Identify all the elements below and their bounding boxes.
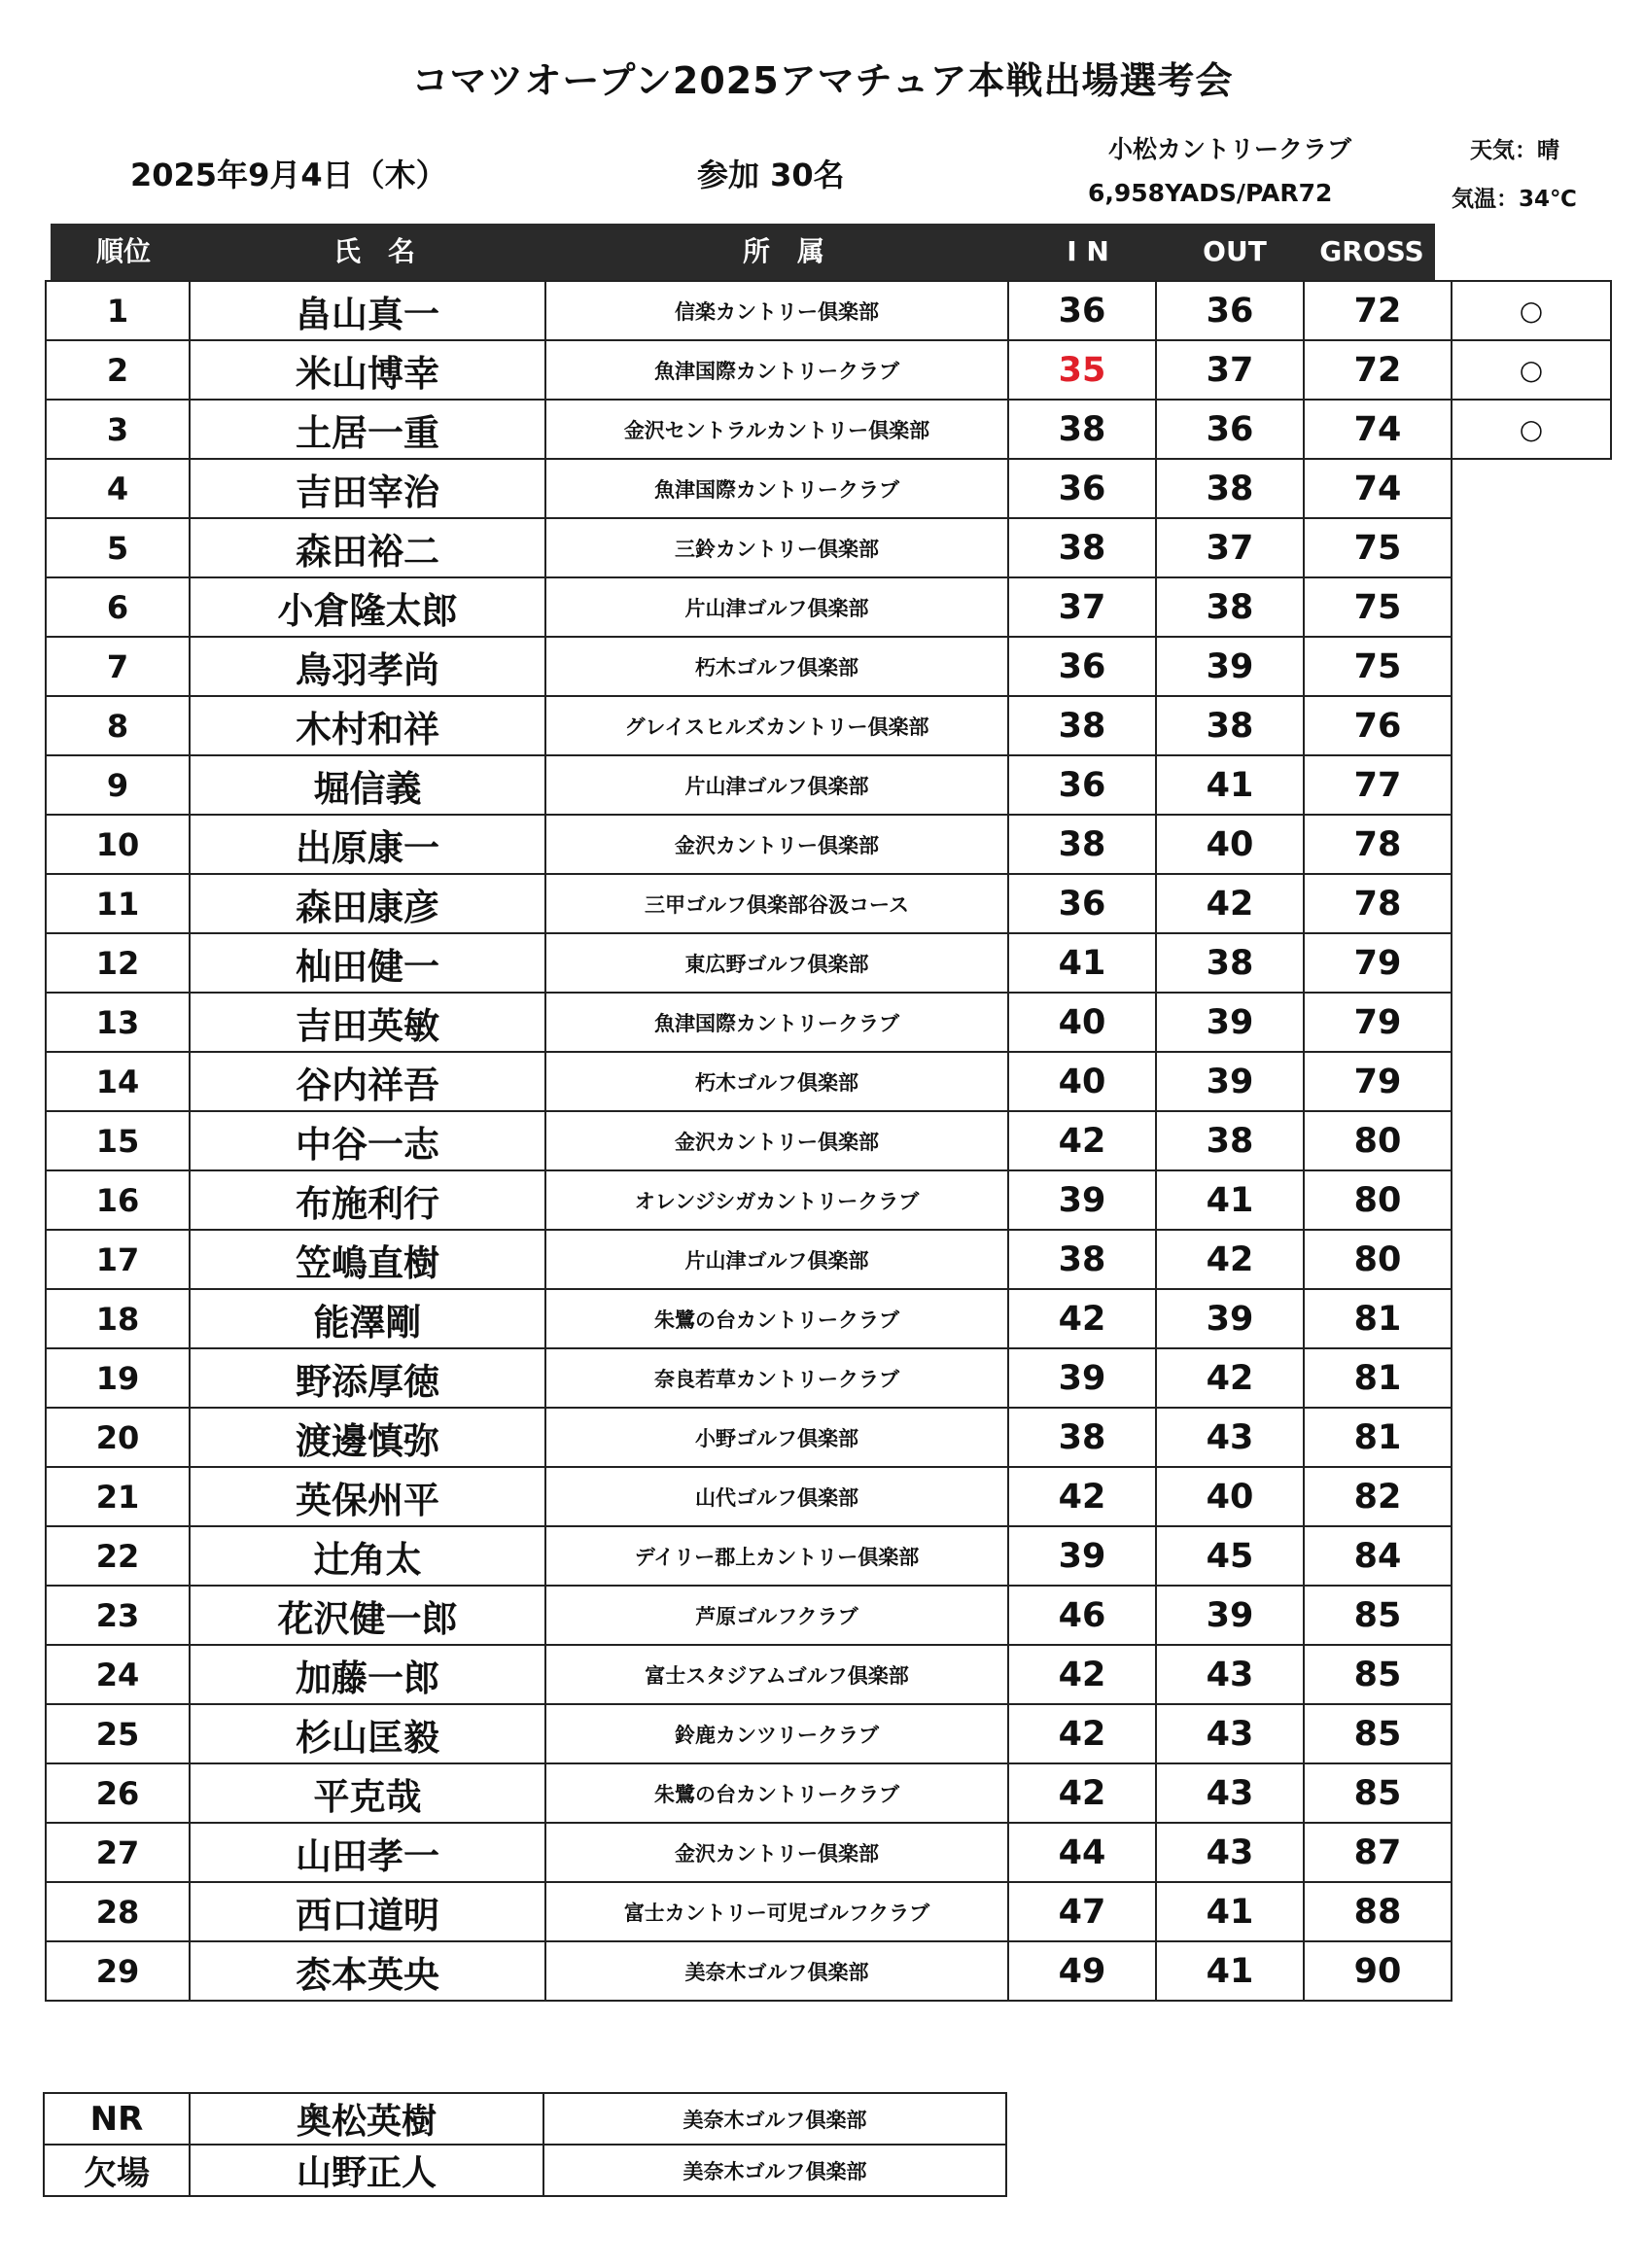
rank-cell: 9 (46, 755, 190, 815)
gross-score-cell: 87 (1304, 1823, 1452, 1882)
out-score-cell: 38 (1156, 1111, 1304, 1170)
table-row (46, 518, 1611, 577)
table-row (46, 1348, 1611, 1408)
club-cell: 東広野ゴルフ倶楽部 (545, 933, 1008, 993)
club-cell: 魚津国際カントリークラブ (545, 993, 1008, 1052)
player-name-cell: 森田康彦 (190, 874, 545, 933)
rank-cell: 25 (46, 1704, 190, 1763)
club-cell: 片山津ゴルフ倶楽部 (545, 755, 1008, 815)
out-score-cell: 45 (1156, 1526, 1304, 1586)
out-score-cell: 36 (1156, 400, 1304, 459)
table-row (46, 1526, 1611, 1586)
gross-score-cell: 75 (1304, 518, 1452, 577)
club-cell: 富士カントリー可児ゴルフクラブ (545, 1882, 1008, 1941)
gross-score-cell: 75 (1304, 577, 1452, 637)
gross-score-cell: 85 (1304, 1586, 1452, 1645)
out-score-cell: 42 (1156, 1348, 1304, 1408)
rank-cell: 23 (46, 1586, 190, 1645)
qualified-mark-cell (1452, 755, 1611, 815)
qualified-mark-cell (1452, 1526, 1611, 1586)
qualified-mark-cell (1452, 1823, 1611, 1882)
in-score-cell: 38 (1008, 400, 1156, 459)
qualified-mark-cell (1452, 1645, 1611, 1704)
rank-cell: 26 (46, 1763, 190, 1823)
player-name-cell: 加藤一郎 (190, 1645, 545, 1704)
gross-score-cell: 80 (1304, 1230, 1452, 1289)
gross-score-cell: 81 (1304, 1348, 1452, 1408)
gross-score-cell: 85 (1304, 1704, 1452, 1763)
table-row (46, 1941, 1611, 2001)
table-row (46, 993, 1611, 1052)
qualified-mark-cell (1452, 815, 1611, 874)
table-row (46, 1882, 1611, 1941)
rank-cell: 12 (46, 933, 190, 993)
in-score-cell: 36 (1008, 459, 1156, 518)
player-name-cell: 平克哉 (190, 1763, 545, 1823)
player-name-cell: 木村和祥 (190, 696, 545, 755)
out-score-cell: 39 (1156, 1052, 1304, 1111)
course-name: 小松カントリークラブ (1108, 135, 1352, 163)
rank-cell: 27 (46, 1823, 190, 1882)
table-row (46, 459, 1611, 518)
out-score-cell: 36 (1156, 281, 1304, 340)
player-name-cell: 西口道明 (190, 1882, 545, 1941)
player-name-cell: 鳥羽孝尚 (190, 637, 545, 696)
out-score-cell: 41 (1156, 1882, 1304, 1941)
column-header-gross: GROSS (1319, 235, 1424, 267)
player-name-cell: 杉山匡毅 (190, 1704, 545, 1763)
club-cell: オレンジシガカントリークラブ (545, 1170, 1008, 1230)
rank-cell: 6 (46, 577, 190, 637)
table-row (44, 2093, 1006, 2145)
player-name-cell: 堀信義 (190, 755, 545, 815)
gross-score-cell: 84 (1304, 1526, 1452, 1586)
rank-cell: 15 (46, 1111, 190, 1170)
gross-score-cell: 79 (1304, 1052, 1452, 1111)
player-name-cell: 笠嶋直樹 (190, 1230, 545, 1289)
in-score-cell: 38 (1008, 815, 1156, 874)
player-name-cell: 山田孝一 (190, 1823, 545, 1882)
player-name-cell: 花沢健一郎 (190, 1586, 545, 1645)
club-cell: 山代ゴルフ倶楽部 (545, 1467, 1008, 1526)
gross-score-cell: 81 (1304, 1289, 1452, 1348)
player-name-cell: 中谷一志 (190, 1111, 545, 1170)
gross-score-cell: 79 (1304, 993, 1452, 1052)
club-cell: 奈良若草カントリークラブ (545, 1348, 1008, 1408)
gross-score-cell: 90 (1304, 1941, 1452, 2001)
out-score-cell: 37 (1156, 518, 1304, 577)
table-row (46, 815, 1611, 874)
in-score-cell: 38 (1008, 518, 1156, 577)
column-header-name: 氏 名 (332, 235, 415, 267)
out-score-cell: 43 (1156, 1763, 1304, 1823)
out-score-cell: 41 (1156, 755, 1304, 815)
out-score-cell: 39 (1156, 1289, 1304, 1348)
club-cell: 魚津国際カントリークラブ (545, 340, 1008, 400)
weather-info: 天気：晴 (1470, 138, 1559, 163)
gross-score-cell: 78 (1304, 874, 1452, 933)
gross-score-cell: 78 (1304, 815, 1452, 874)
gross-score-cell: 85 (1304, 1645, 1452, 1704)
gross-score-cell: 88 (1304, 1882, 1452, 1941)
table-row (46, 1704, 1611, 1763)
rank-cell: 22 (46, 1526, 190, 1586)
qualified-mark-cell (1452, 1348, 1611, 1408)
gross-score-cell: 79 (1304, 933, 1452, 993)
in-score-cell: 39 (1008, 1526, 1156, 1586)
out-score-cell: 39 (1156, 637, 1304, 696)
rank-cell: 13 (46, 993, 190, 1052)
rank-cell: 3 (46, 400, 190, 459)
in-score-cell: 40 (1008, 1052, 1156, 1111)
rank-cell: 19 (46, 1348, 190, 1408)
document-title: コマツオープン2025アマチュア本戦出場選考会 (411, 59, 1234, 102)
club-cell: 三甲ゴルフ倶楽部谷汲コース (545, 874, 1008, 933)
club-cell: 金沢カントリー倶楽部 (545, 815, 1008, 874)
out-score-cell: 43 (1156, 1645, 1304, 1704)
in-score-cell: 44 (1008, 1823, 1156, 1882)
player-name-cell: 野添厚徳 (190, 1348, 545, 1408)
player-name-cell: 畠山真一 (190, 281, 545, 340)
in-score-cell: 36 (1008, 637, 1156, 696)
qualified-mark-cell (1452, 1882, 1611, 1941)
player-name-cell: 出原康一 (190, 815, 545, 874)
club-cell: 朽木ゴルフ倶楽部 (545, 1052, 1008, 1111)
out-score-cell: 43 (1156, 1408, 1304, 1467)
table-row (46, 1586, 1611, 1645)
player-name-cell: 英保州平 (190, 1467, 545, 1526)
in-score-cell: 42 (1008, 1704, 1156, 1763)
rank-cell: 7 (46, 637, 190, 696)
qualified-mark-cell: ○ (1452, 281, 1611, 340)
column-header-in: I N (1067, 235, 1109, 267)
table-row (46, 1408, 1611, 1467)
out-score-cell: 40 (1156, 815, 1304, 874)
club-cell: 金沢カントリー倶楽部 (545, 1111, 1008, 1170)
gross-score-cell: 80 (1304, 1111, 1452, 1170)
club-cell: 三鈴カントリー倶楽部 (545, 518, 1008, 577)
temperature-info: 気温：34℃ (1452, 187, 1577, 212)
rank-cell: 2 (46, 340, 190, 400)
table-row (44, 2145, 1006, 2196)
gross-score-cell: 81 (1304, 1408, 1452, 1467)
rank-cell: 1 (46, 281, 190, 340)
rank-cell: 14 (46, 1052, 190, 1111)
status-cell: NR (44, 2093, 190, 2145)
qualified-mark-cell: ○ (1452, 340, 1611, 400)
in-score-cell: 36 (1008, 755, 1156, 815)
rank-cell: 10 (46, 815, 190, 874)
in-score-cell: 42 (1008, 1289, 1156, 1348)
player-name-cell: 米山博幸 (190, 340, 545, 400)
club-cell: 片山津ゴルフ倶楽部 (545, 577, 1008, 637)
in-score-cell: 42 (1008, 1111, 1156, 1170)
qualified-mark-cell (1452, 1111, 1611, 1170)
player-name-cell: 布施利行 (190, 1170, 545, 1230)
in-score-cell: 42 (1008, 1467, 1156, 1526)
table-row (46, 696, 1611, 755)
in-score-cell: 40 (1008, 993, 1156, 1052)
rank-cell: 11 (46, 874, 190, 933)
rank-cell: 29 (46, 1941, 190, 2001)
out-score-cell: 37 (1156, 340, 1304, 400)
player-name-cell: 辻角太 (190, 1526, 545, 1586)
qualified-mark-cell (1452, 637, 1611, 696)
player-name-cell: 吉田英敏 (190, 993, 545, 1052)
rank-cell: 24 (46, 1645, 190, 1704)
club-cell: 芦原ゴルフクラブ (545, 1586, 1008, 1645)
table-row (46, 400, 1611, 459)
qualified-mark-cell (1452, 459, 1611, 518)
out-score-cell: 39 (1156, 993, 1304, 1052)
rank-cell: 28 (46, 1882, 190, 1941)
in-score-cell: 42 (1008, 1645, 1156, 1704)
gross-score-cell: 76 (1304, 696, 1452, 755)
club-cell: グレイスヒルズカントリー倶楽部 (545, 696, 1008, 755)
club-cell: 美奈木ゴルフ倶楽部 (545, 1941, 1008, 2001)
club-cell: 金沢セントラルカントリー倶楽部 (545, 400, 1008, 459)
in-score-cell: 41 (1008, 933, 1156, 993)
in-score-cell: 36 (1008, 874, 1156, 933)
in-score-cell: 39 (1008, 1348, 1156, 1408)
player-name-cell: 森田裕二 (190, 518, 545, 577)
out-score-cell: 38 (1156, 933, 1304, 993)
rank-cell: 4 (46, 459, 190, 518)
table-row (46, 1823, 1611, 1882)
non-ranked-table (43, 2092, 1007, 2197)
club-cell: 片山津ゴルフ倶楽部 (545, 1230, 1008, 1289)
club-cell: 小野ゴルフ倶楽部 (545, 1408, 1008, 1467)
club-cell: 美奈木ゴルフ倶楽部 (543, 2093, 1006, 2145)
out-score-cell: 42 (1156, 874, 1304, 933)
table-row (46, 1645, 1611, 1704)
player-name-cell: 能澤剛 (190, 1289, 545, 1348)
qualified-mark-cell (1452, 1704, 1611, 1763)
qualified-mark-cell (1452, 518, 1611, 577)
qualified-mark-cell (1452, 1408, 1611, 1467)
club-cell: 魚津国際カントリークラブ (545, 459, 1008, 518)
table-row (46, 1763, 1611, 1823)
table-row (46, 1467, 1611, 1526)
qualified-mark-cell (1452, 933, 1611, 993)
participant-count: 参加 30名 (697, 157, 845, 193)
table-row (46, 874, 1611, 933)
in-score-cell: 35 (1008, 340, 1156, 400)
out-score-cell: 42 (1156, 1230, 1304, 1289)
player-name-cell: 小倉隆太郎 (190, 577, 545, 637)
in-score-cell: 38 (1008, 1408, 1156, 1467)
player-name-cell: 杣田健一 (190, 933, 545, 993)
club-cell: 金沢カントリー倶楽部 (545, 1823, 1008, 1882)
out-score-cell: 38 (1156, 577, 1304, 637)
table-row (46, 933, 1611, 993)
in-score-cell: 39 (1008, 1170, 1156, 1230)
out-score-cell: 38 (1156, 696, 1304, 755)
club-cell: 朱鷺の台カントリークラブ (545, 1763, 1008, 1823)
player-name-cell: 渡邊慎弥 (190, 1408, 545, 1467)
results-table (45, 280, 1612, 2002)
gross-score-cell: 74 (1304, 459, 1452, 518)
gross-score-cell: 72 (1304, 281, 1452, 340)
qualified-mark-cell (1452, 577, 1611, 637)
table-row (46, 1111, 1611, 1170)
qualified-mark-cell (1452, 1170, 1611, 1230)
table-row (46, 637, 1611, 696)
rank-cell: 21 (46, 1467, 190, 1526)
out-score-cell: 39 (1156, 1586, 1304, 1645)
player-name-cell: 谷内祥吾 (190, 1052, 545, 1111)
qualified-mark-cell (1452, 1289, 1611, 1348)
in-score-cell: 42 (1008, 1763, 1156, 1823)
player-name-cell: 山野正人 (190, 2145, 543, 2196)
out-score-cell: 38 (1156, 459, 1304, 518)
gross-score-cell: 77 (1304, 755, 1452, 815)
qualified-mark-cell (1452, 1586, 1611, 1645)
club-cell: 朱鷺の台カントリークラブ (545, 1289, 1008, 1348)
player-name-cell: 奥松英樹 (190, 2093, 543, 2145)
rank-cell: 5 (46, 518, 190, 577)
qualified-mark-cell (1452, 874, 1611, 933)
qualified-mark-cell (1452, 696, 1611, 755)
column-header-out: OUT (1203, 235, 1267, 267)
club-cell: 美奈木ゴルフ倶楽部 (543, 2145, 1006, 2196)
in-score-cell: 36 (1008, 281, 1156, 340)
in-score-cell: 47 (1008, 1882, 1156, 1941)
status-cell: 欠場 (44, 2145, 190, 2196)
club-cell: デイリー郡上カントリー倶楽部 (545, 1526, 1008, 1586)
rank-cell: 20 (46, 1408, 190, 1467)
qualified-mark-cell (1452, 1763, 1611, 1823)
gross-score-cell: 75 (1304, 637, 1452, 696)
table-row (46, 755, 1611, 815)
table-row (46, 1230, 1611, 1289)
out-score-cell: 43 (1156, 1823, 1304, 1882)
rank-cell: 18 (46, 1289, 190, 1348)
rank-cell: 16 (46, 1170, 190, 1230)
club-cell: 富士スタジアムゴルフ倶楽部 (545, 1645, 1008, 1704)
gross-score-cell: 85 (1304, 1763, 1452, 1823)
gross-score-cell: 72 (1304, 340, 1452, 400)
table-row (46, 577, 1611, 637)
gross-score-cell: 80 (1304, 1170, 1452, 1230)
qualified-mark-cell (1452, 1230, 1611, 1289)
out-score-cell: 43 (1156, 1704, 1304, 1763)
in-score-cell: 38 (1008, 696, 1156, 755)
out-score-cell: 41 (1156, 1170, 1304, 1230)
column-header-club: 所 属 (742, 235, 824, 267)
qualified-mark-cell (1452, 1467, 1611, 1526)
club-cell: 信楽カントリー倶楽部 (545, 281, 1008, 340)
in-score-cell: 37 (1008, 577, 1156, 637)
in-score-cell: 46 (1008, 1586, 1156, 1645)
qualified-mark-cell: ○ (1452, 400, 1611, 459)
club-cell: 朽木ゴルフ倶楽部 (545, 637, 1008, 696)
out-score-cell: 41 (1156, 1941, 1304, 2001)
qualified-mark-cell (1452, 1941, 1611, 2001)
table-row (46, 1170, 1611, 1230)
course-yardage: 6,958YADS/PAR72 (1088, 179, 1333, 207)
column-header-rank: 順位 (95, 235, 151, 267)
column-header-bar (51, 224, 1435, 280)
gross-score-cell: 74 (1304, 400, 1452, 459)
table-row (46, 1052, 1611, 1111)
out-score-cell: 40 (1156, 1467, 1304, 1526)
in-score-cell: 38 (1008, 1230, 1156, 1289)
rank-cell: 8 (46, 696, 190, 755)
club-cell: 鈴鹿カンツリークラブ (545, 1704, 1008, 1763)
qualified-mark-cell (1452, 993, 1611, 1052)
player-name-cell: 土居一重 (190, 400, 545, 459)
table-row (46, 1289, 1611, 1348)
rank-cell: 17 (46, 1230, 190, 1289)
player-name-cell: 枩本英央 (190, 1941, 545, 2001)
gross-score-cell: 82 (1304, 1467, 1452, 1526)
table-row (46, 340, 1611, 400)
qualified-mark-cell (1452, 1052, 1611, 1111)
in-score-cell: 49 (1008, 1941, 1156, 2001)
table-row (46, 281, 1611, 340)
player-name-cell: 吉田宰治 (190, 459, 545, 518)
event-date: 2025年9月4日（木） (130, 157, 447, 193)
